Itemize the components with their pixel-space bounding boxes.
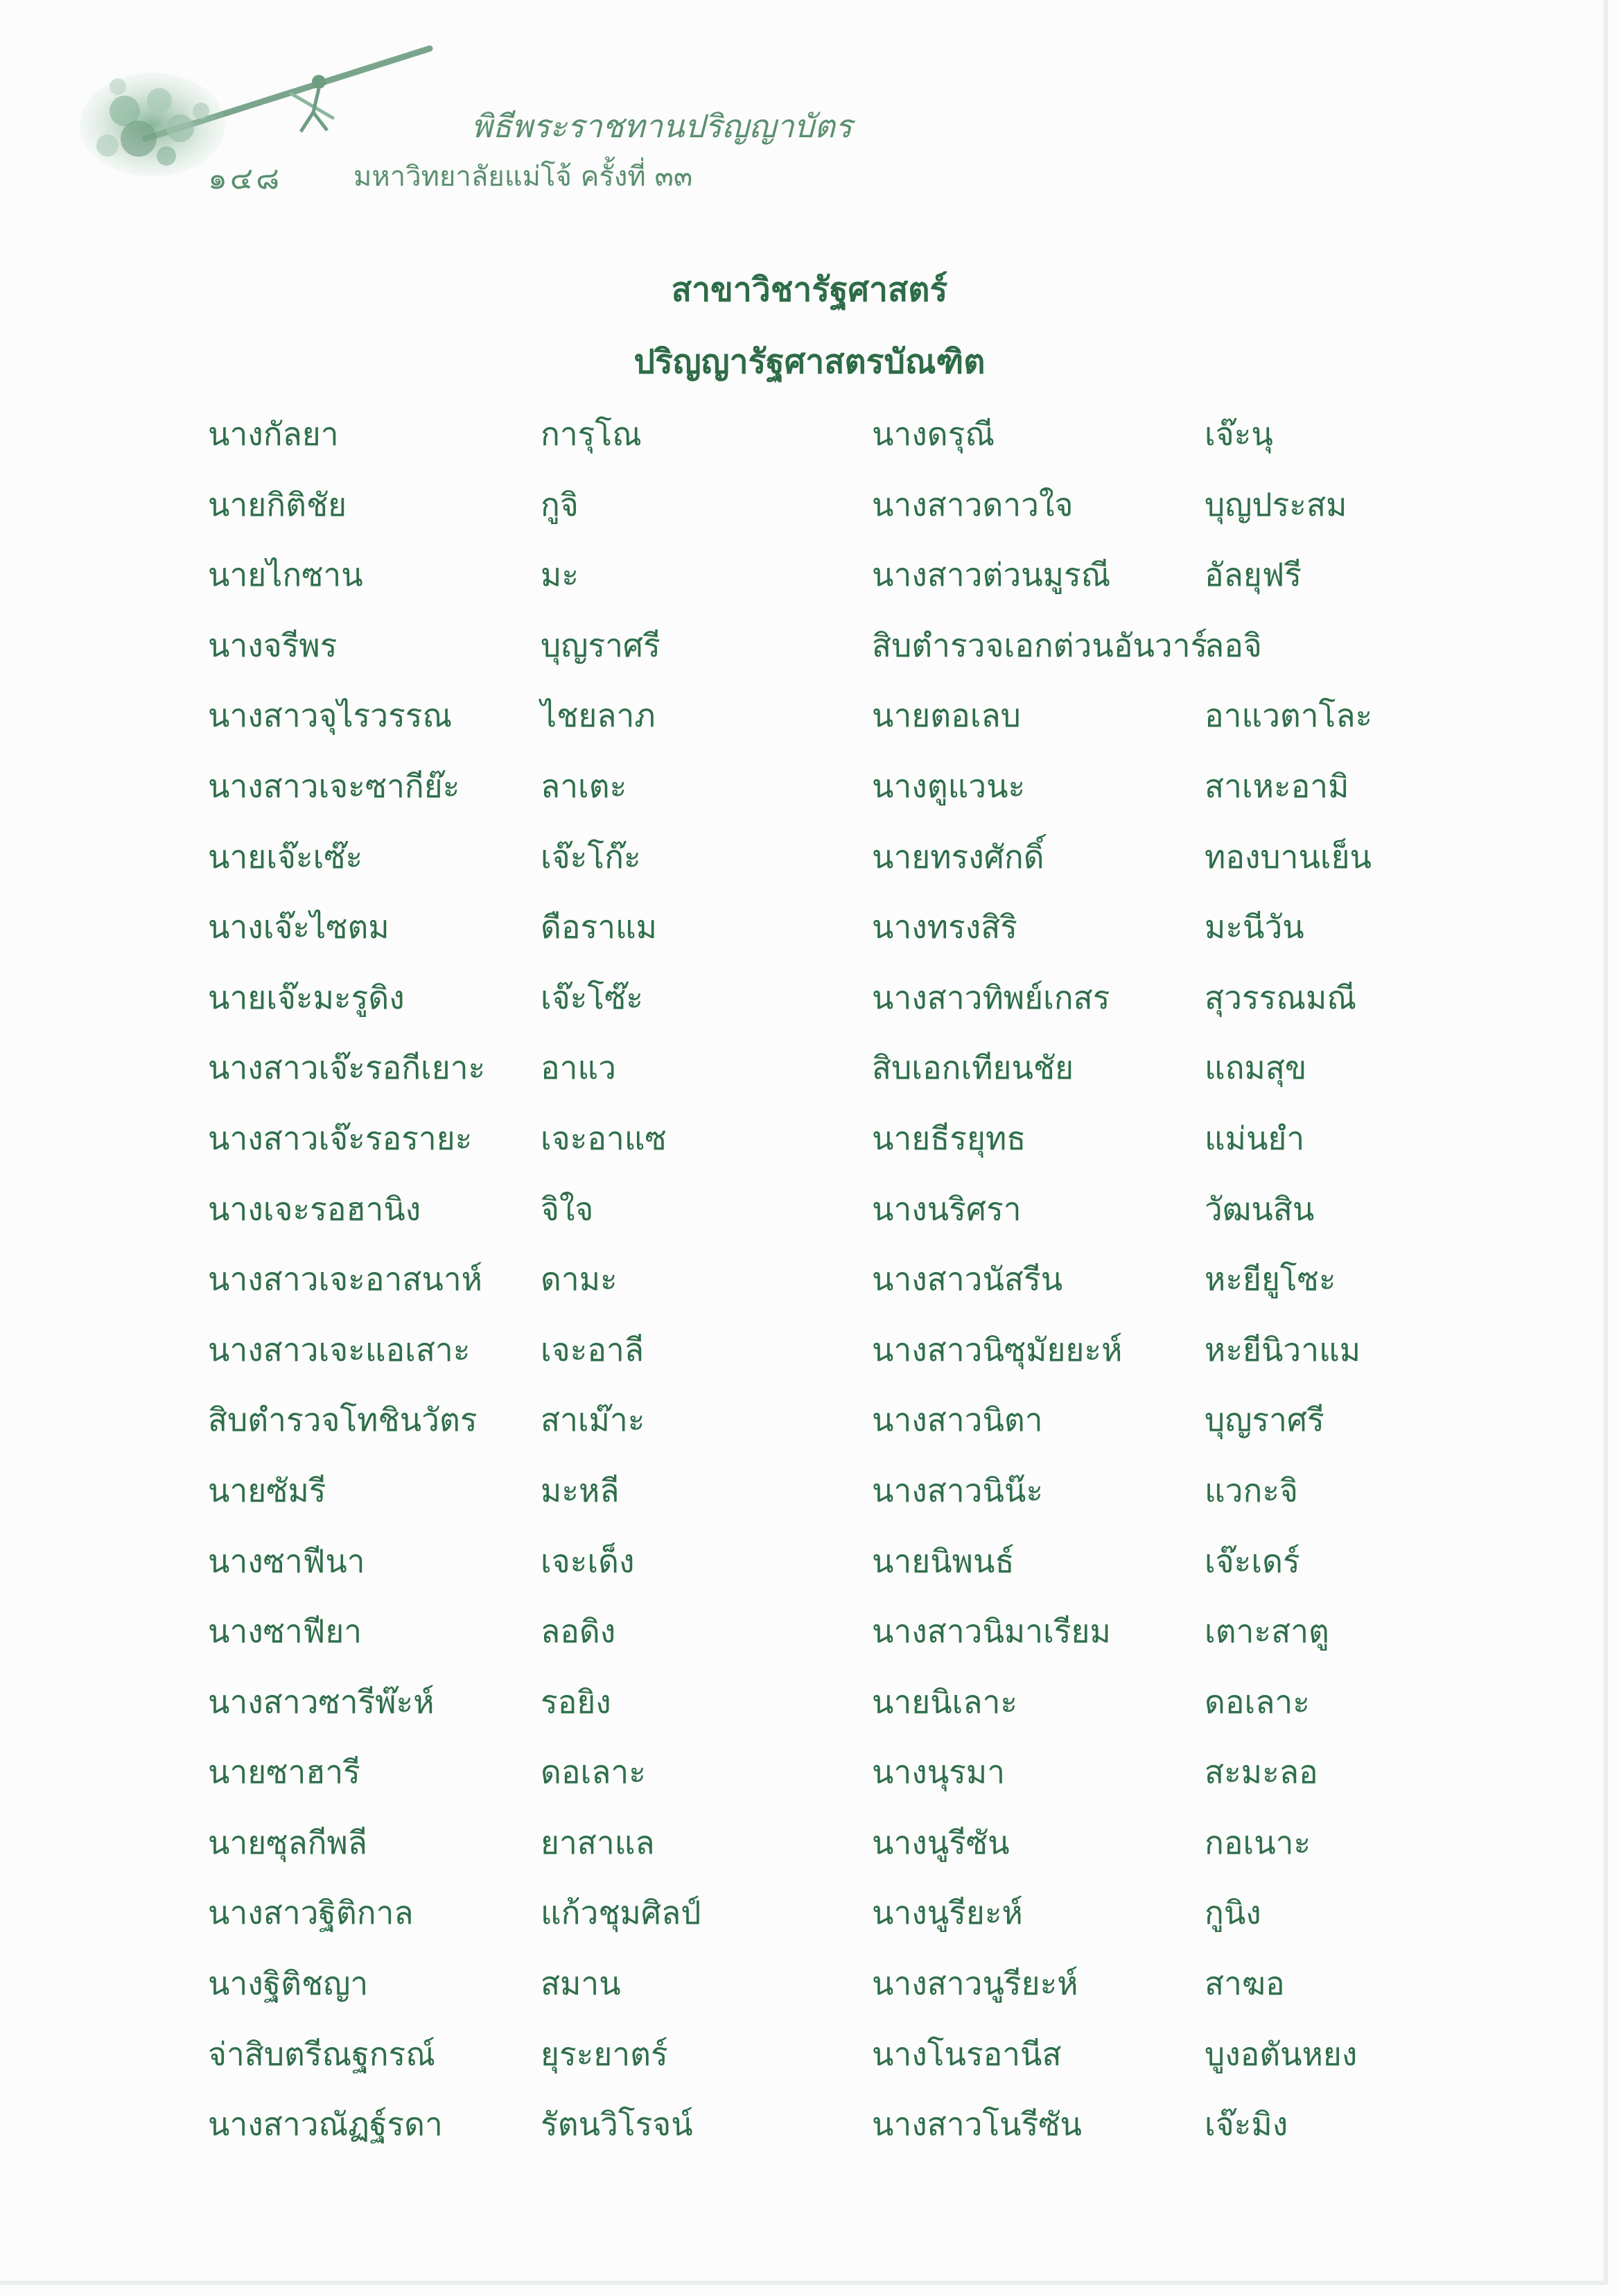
roster-row	[0, 1254, 1619, 1325]
graduate-last-name: อัลยุฟรี	[1205, 556, 1302, 594]
graduate-first-name: นางดรุณี	[872, 415, 995, 453]
roster-row	[0, 690, 1619, 761]
graduate-first-name: สิบตำรวจเอกต่วนอันวาร์	[872, 626, 1208, 664]
page-number: ๑๔๘	[208, 161, 283, 196]
graduate-last-name: สุวรรณมณี	[1205, 978, 1356, 1016]
graduate-first-name: นางสาวนิซุมัยยะห์	[872, 1330, 1123, 1368]
graduate-first-name: นางจรีพร	[208, 626, 338, 664]
graduate-first-name: นางสาวณัฏฐ์รดา	[208, 2105, 443, 2143]
graduate-first-name: นายซาฮารี	[208, 1753, 360, 1791]
graduate-last-name: ดือราแม	[541, 908, 658, 946]
graduate-first-name: นายเจ๊ะเซ๊ะ	[208, 837, 363, 876]
graduate-first-name: นางฐิติชญา	[208, 1965, 369, 2003]
graduate-first-name: นางตูแวนะ	[872, 767, 1026, 805]
graduate-last-name: เจ๊ะมิง	[1205, 2105, 1288, 2143]
graduate-last-name: บุญราศรี	[541, 626, 660, 664]
graduate-last-name: อาแว	[541, 1049, 616, 1087]
graduate-last-name: เจ๊ะเดร์	[1205, 1542, 1300, 1580]
university-line: มหาวิทยาลัยแม่โจ้ ครั้งที่ ๓๓	[353, 161, 693, 193]
graduate-last-name: กูนิง	[1205, 1894, 1261, 1932]
graduate-last-name: ลอดิง	[541, 1612, 616, 1651]
graduate-last-name: อาแวตาโละ	[1205, 697, 1373, 735]
page-header	[69, 35, 901, 194]
graduate-first-name: นางสาวนูรียะห์	[872, 1965, 1078, 2003]
graduate-last-name: วัฒนสิน	[1205, 1190, 1315, 1228]
roster-row	[0, 1043, 1619, 1113]
graduate-first-name: นายทรงศักดิ์	[872, 837, 1044, 876]
roster-row	[0, 1536, 1619, 1607]
graduate-first-name: นายนิเลาะ	[872, 1682, 1018, 1721]
graduate-first-name: นายนิพนธ์	[872, 1542, 1015, 1580]
graduate-first-name: สิบตำรวจโทชินวัตร	[208, 1401, 478, 1439]
graduate-last-name: กอเนาะ	[1205, 1823, 1311, 1861]
graduate-roster	[0, 409, 1619, 2170]
graduate-last-name: การุโณ	[541, 415, 642, 453]
graduate-first-name: นางสาวจุไรวรรณ	[208, 697, 453, 735]
graduate-first-name: จ่าสิบตรีณฐกรณ์	[208, 2035, 435, 2073]
graduate-first-name: นางสาวเจ๊ะรอกีเยาะ	[208, 1049, 486, 1087]
graduate-last-name: บุญประสม	[1205, 485, 1347, 523]
graduate-last-name: ยาสาแล	[541, 1823, 655, 1861]
roster-row	[0, 973, 1619, 1043]
graduate-last-name: เจ๊ะโก๊ะ	[541, 837, 641, 876]
graduate-first-name: นางนูรีซัน	[872, 1823, 1010, 1861]
graduate-last-name: แถมสุข	[1205, 1049, 1307, 1087]
ceremony-title: พิธีพระราชทานปริญญาบัตร	[471, 107, 852, 145]
roster-row	[0, 480, 1619, 550]
graduate-last-name: สะมะลอ	[1205, 1753, 1318, 1791]
graduate-first-name: นางสาวทิพย์เกสร	[872, 978, 1110, 1016]
roster-row	[0, 1677, 1619, 1748]
roster-row	[0, 1818, 1619, 1888]
graduate-first-name: นางเจ๊ะไซตม	[208, 908, 390, 946]
graduate-first-name: นางสาวนิน๊ะ	[872, 1471, 1044, 1509]
graduate-last-name: บูงอตันหยง	[1205, 2035, 1358, 2073]
graduate-first-name: นางสาวนัสรีน	[872, 1260, 1063, 1298]
graduate-first-name: นางนุรมา	[872, 1753, 1006, 1791]
graduate-last-name: เตาะสาตู	[1205, 1612, 1329, 1651]
graduate-first-name: นางทรงสิริ	[872, 908, 1018, 946]
graduate-last-name: สาเม๊าะ	[541, 1401, 645, 1439]
graduate-first-name: นางสาวเจะอาสนาห์	[208, 1260, 482, 1298]
roster-row	[0, 832, 1619, 903]
graduate-first-name: นายไกซาน	[208, 556, 363, 594]
graduate-first-name: นางสาวต่วนมูรณี	[872, 556, 1111, 594]
graduate-last-name: สมาน	[541, 1965, 621, 2003]
graduate-first-name: นายตอเลบ	[872, 697, 1021, 735]
graduate-last-name: แก้วชุมศิลป์	[541, 1894, 701, 1932]
graduate-first-name: นางสาวเจะซากีย๊ะ	[208, 767, 460, 805]
graduate-last-name: ลอจิ	[1205, 626, 1262, 664]
graduate-last-name: มะหลี	[541, 1471, 620, 1509]
roster-row	[0, 902, 1619, 973]
graduate-first-name: นางสาวฐิติกาล	[208, 1894, 414, 1932]
roster-row	[0, 2029, 1619, 2100]
graduate-first-name: นางโนรอานีส	[872, 2035, 1062, 2073]
roster-row	[0, 1606, 1619, 1677]
graduate-last-name: เจะเด็ง	[541, 1542, 635, 1580]
graduate-last-name: ดอเลาะ	[1205, 1682, 1310, 1721]
graduate-last-name: สาฆอ	[1205, 1965, 1285, 2003]
graduate-last-name: เจ๊ะโซ๊ะ	[541, 978, 644, 1016]
graduate-last-name: จิใจ	[541, 1190, 594, 1228]
graduate-first-name: นายกิติชัย	[208, 485, 347, 523]
roster-row	[0, 2099, 1619, 2170]
graduate-first-name: สิบเอกเทียนชัย	[872, 1049, 1074, 1087]
graduate-first-name: นายซัมรี	[208, 1471, 326, 1509]
graduate-last-name: หะยีนิวาแม	[1205, 1330, 1361, 1368]
roster-row	[0, 1395, 1619, 1466]
graduate-last-name: แวกะจิ	[1205, 1471, 1298, 1509]
graduate-last-name: ไชยลาภ	[541, 697, 656, 735]
graduate-first-name: นางสาวนิมาเรียม	[872, 1612, 1111, 1651]
roster-row	[0, 1888, 1619, 1958]
graduate-last-name: รัตนวิโรจน์	[541, 2105, 693, 2143]
graduate-last-name: เจ๊ะนุ	[1205, 415, 1273, 453]
graduate-first-name: นางสาวเจะแอเสาะ	[208, 1330, 471, 1368]
graduate-first-name: นางเจะรอฮานิง	[208, 1190, 421, 1228]
graduate-last-name: หะยียูโซะ	[1205, 1260, 1336, 1298]
graduate-last-name: แม่นยำ	[1205, 1119, 1305, 1157]
roster-row	[0, 620, 1619, 691]
graduate-last-name: กูจิ	[541, 485, 579, 523]
roster-row	[0, 1184, 1619, 1255]
graduate-first-name: นางสาวโนรีซัน	[872, 2105, 1082, 2143]
roster-row	[0, 1113, 1619, 1184]
graduate-last-name: เจะอาลี	[541, 1330, 645, 1368]
graduate-last-name: มะนีวัน	[1205, 908, 1304, 946]
roster-row	[0, 550, 1619, 620]
graduate-last-name: เจะอาแซ	[541, 1119, 667, 1157]
department-heading: สาขาวิชารัฐศาสตร์	[671, 270, 948, 309]
roster-row	[0, 1466, 1619, 1536]
graduate-first-name: นางซาฟีนา	[208, 1542, 365, 1580]
graduate-last-name: สาเหะอามิ	[1205, 767, 1349, 805]
graduate-first-name: นายเจ๊ะมะรูดิง	[208, 978, 405, 1016]
graduate-last-name: รอยิง	[541, 1682, 611, 1721]
roster-row	[0, 1958, 1619, 2029]
roster-row	[0, 761, 1619, 832]
graduate-first-name: นางสาวเจ๊ะรอรายะ	[208, 1119, 473, 1157]
graduate-first-name: นางซาฟียา	[208, 1612, 362, 1651]
graduate-first-name: นางกัลยา	[208, 415, 339, 453]
graduate-first-name: นายซุลกีพลี	[208, 1823, 367, 1861]
graduate-last-name: บุญราศรี	[1205, 1401, 1324, 1439]
graduate-first-name: นางนริศรา	[872, 1190, 1022, 1228]
graduate-first-name: นายธีรยุทธ	[872, 1119, 1026, 1157]
graduate-last-name: ดามะ	[541, 1260, 618, 1298]
roster-row	[0, 1747, 1619, 1818]
roster-row	[0, 1325, 1619, 1395]
graduate-first-name: นางสาวนิตา	[872, 1401, 1043, 1439]
roster-row	[0, 409, 1619, 480]
graduate-first-name: นางสาวซารีพ๊ะห์	[208, 1682, 435, 1721]
graduate-last-name: ลาเตะ	[541, 767, 627, 805]
degree-heading: ปริญญารัฐศาสตรบัณฑิต	[633, 342, 986, 381]
graduate-last-name: ดอเลาะ	[541, 1753, 646, 1791]
graduate-last-name: ยุระยาตร์	[541, 2035, 668, 2073]
graduate-last-name: ทองบานเย็น	[1205, 837, 1372, 876]
graduate-first-name: นางนูรียะห์	[872, 1894, 1023, 1932]
graduate-first-name: นางสาวดาวใจ	[872, 485, 1074, 523]
graduate-last-name: มะ	[541, 556, 579, 594]
